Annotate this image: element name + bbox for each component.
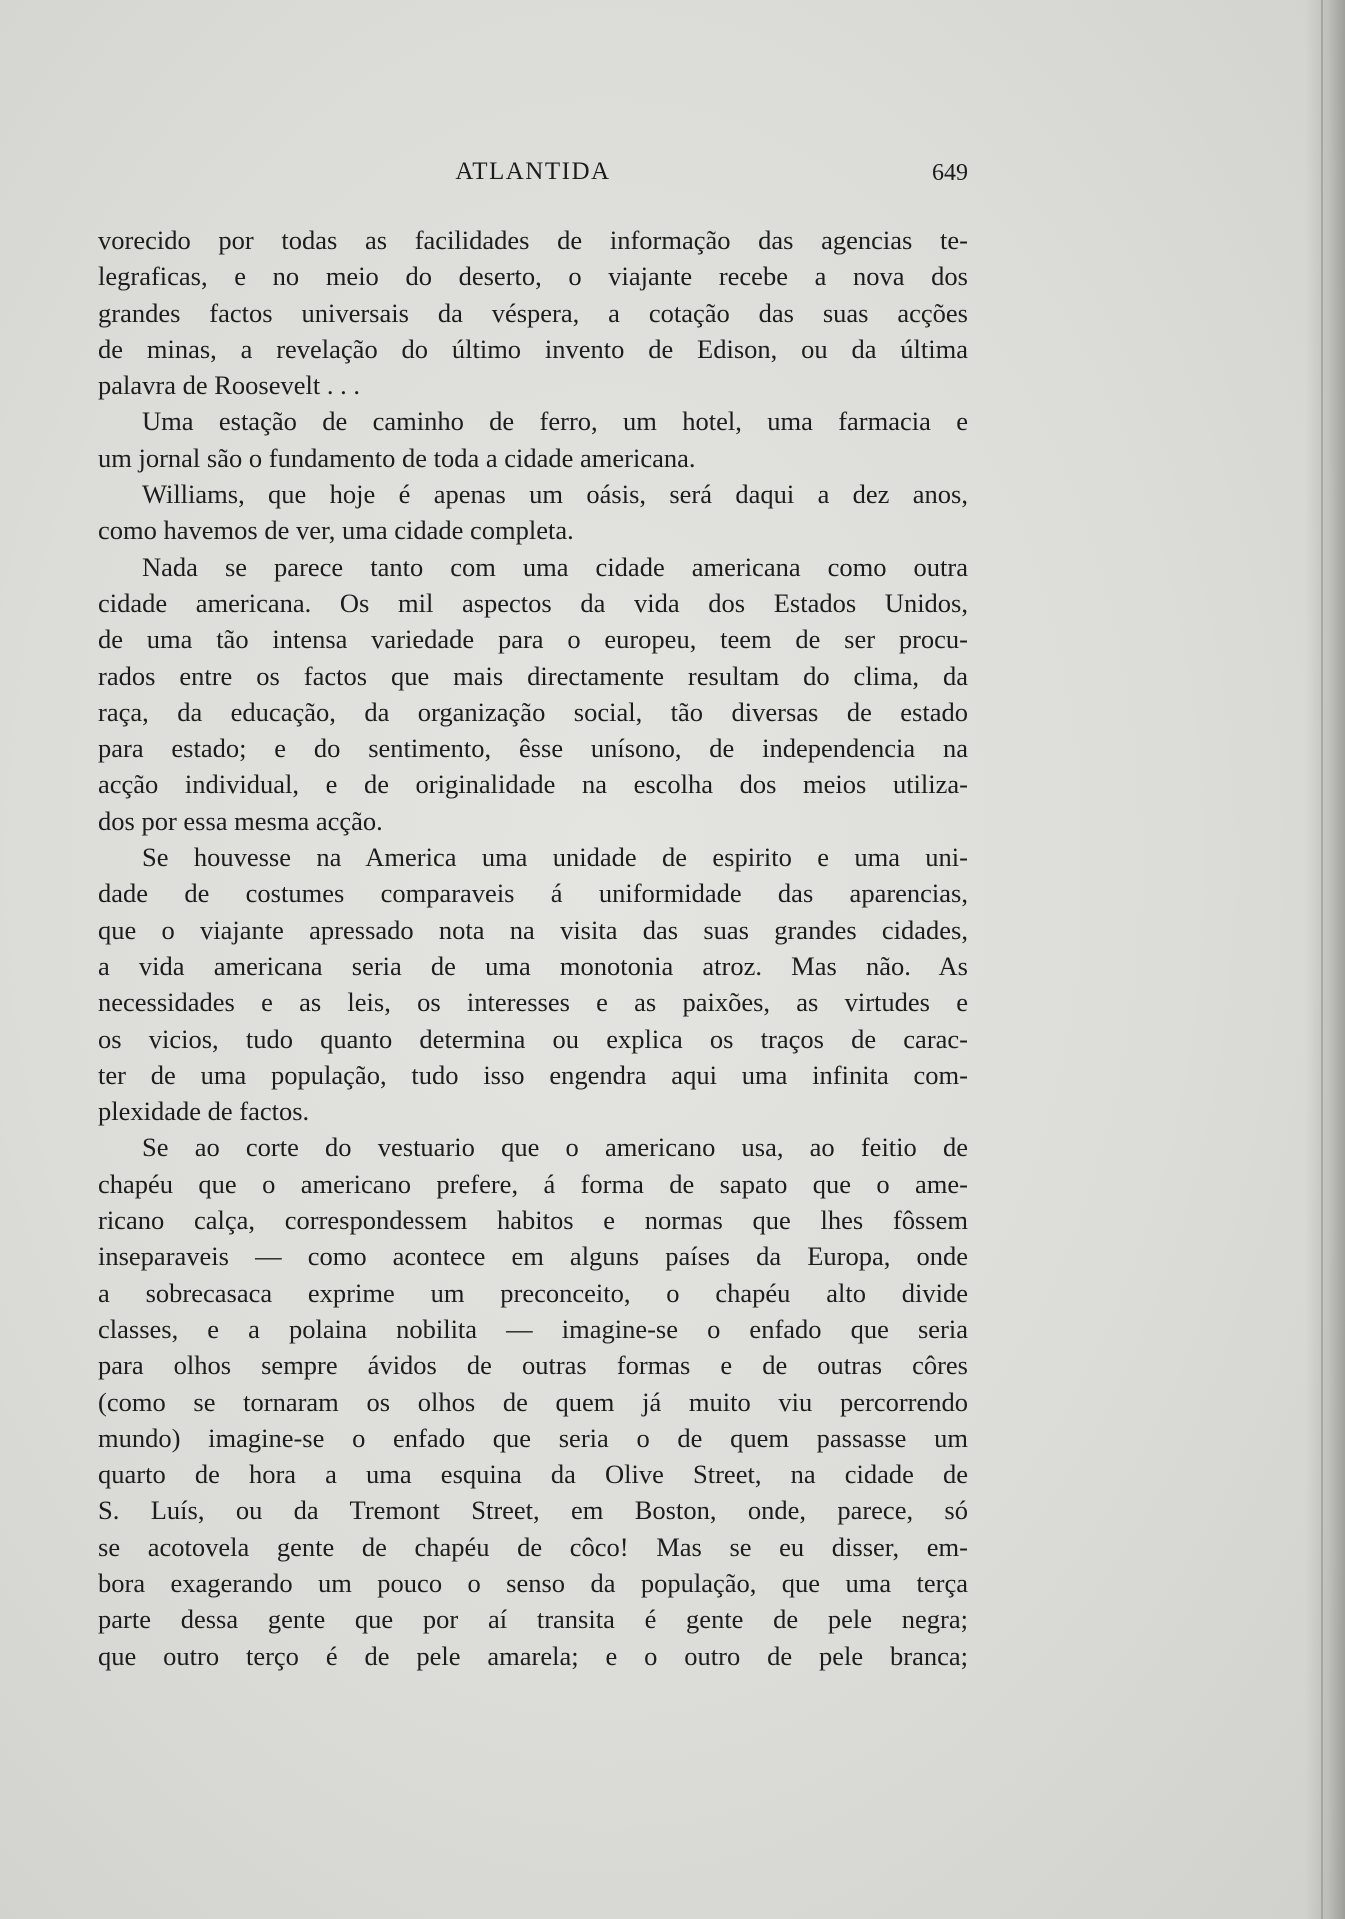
text-line: bora exagerando um pouco o senso da população, que uma terça (98, 1567, 968, 1598)
text-line: se acotovela gente de chapéu de côco! Mas se eu disser, em- (98, 1531, 968, 1562)
text-line: ricano calça, correspondessem habitos e normas que lhes fôssem (98, 1205, 968, 1236)
text-line: parte dessa gente que por aí transita é gente de pele negra; (98, 1604, 968, 1635)
text-line: chapéu que o americano prefere, á forma de sapato que o ame- (98, 1168, 968, 1199)
text-line: que o viajante apressado nota na visita das suas grandes cidades, (98, 914, 968, 945)
text-line: dade de costumes comparaveis á uniformidade das aparencias, (98, 878, 968, 909)
text-line: necessidades e as leis, os interesses e as paixões, as virtudes e (98, 987, 968, 1018)
text-line: para estado; e do sentimento, êsse unísono, de independencia na (98, 733, 968, 764)
text-line: grandes factos universais da véspera, a cotação das suas acções (98, 297, 968, 328)
text-line: para olhos sempre ávidos de outras formas e de outras côres (98, 1350, 968, 1381)
text-line: mundo) imagine-se o enfado que seria o de quem passasse um (98, 1422, 968, 1453)
text-line: inseparaveis — como acontece em alguns países da Europa, onde (98, 1241, 968, 1272)
page-header (98, 158, 968, 194)
text-line: a sobrecasaca exprime um preconceito, o chapéu alto divide (98, 1277, 968, 1308)
text-line: de uma tão intensa variedade para o europeu, teem de ser procu- (98, 624, 968, 655)
text-line: classes, e a polaina nobilita — imagine-se o enfado que seria (98, 1313, 968, 1344)
text-line: dos por essa mesma acção. (98, 805, 383, 836)
text-line: que outro terço é de pele amarela; e o outro de pele branca; (98, 1640, 968, 1671)
text-line: S. Luís, ou da Tremont Street, em Boston, onde, parece, só (98, 1495, 968, 1526)
text-line: legraficas, e no meio do deserto, o viajante recebe a nova dos (98, 261, 968, 292)
text-line: Se houvesse na America uma unidade de espirito e uma uni- (142, 842, 968, 873)
text-line: (como se tornaram os olhos de quem já muito viu percorrendo (98, 1386, 968, 1417)
text-line: acção individual, e de originalidade na escolha dos meios utiliza- (98, 769, 968, 800)
text-line: rados entre os factos que mais directamente resultam do clima, da (98, 660, 968, 691)
text-line: de minas, a revelação do último invento de Edison, ou da última (98, 333, 968, 364)
text-line: cidade americana. Os mil aspectos da vida dos Estados Unidos, (98, 587, 968, 618)
text-line: como havemos de ver, uma cidade completa. (98, 515, 574, 546)
text-line: vorecido por todas as facilidades de informação das agencias te- (98, 225, 968, 255)
text-line: um jornal são o fundamento de toda a cidade americana. (98, 442, 696, 473)
page-number: 649 (932, 160, 968, 186)
text-line: Nada se parece tanto com uma cidade americana como outra (142, 551, 968, 582)
text-line: a vida americana seria de uma monotonia atroz. Mas não. As (98, 950, 968, 981)
text-line: palavra de Roosevelt . . . (98, 370, 360, 401)
text-line: quarto de hora a uma esquina da Olive Street, na cidade de (98, 1459, 968, 1490)
text-line: ter de uma população, tudo isso engendra aqui uma infinita com- (98, 1059, 968, 1090)
text-line: Uma estação de caminho de ferro, um hotel, uma farmacia e (142, 406, 968, 437)
text-line: Se ao corte do vestuario que o americano usa, ao feitio de (142, 1132, 968, 1163)
running-head: ATLANTIDA (455, 158, 611, 185)
text-line: raça, da educação, da organização social, tão diversas de estado (98, 696, 968, 727)
text-line: Williams, que hoje é apenas um oásis, será daqui a dez anos, (142, 479, 968, 510)
binding-shadow (1305, 0, 1345, 1919)
body-text (98, 222, 968, 1674)
binding-edge (1321, 0, 1323, 1919)
text-line: plexidade de factos. (98, 1096, 310, 1127)
text-line: os vicios, tudo quanto determina ou explica os traços de carac- (98, 1023, 968, 1054)
